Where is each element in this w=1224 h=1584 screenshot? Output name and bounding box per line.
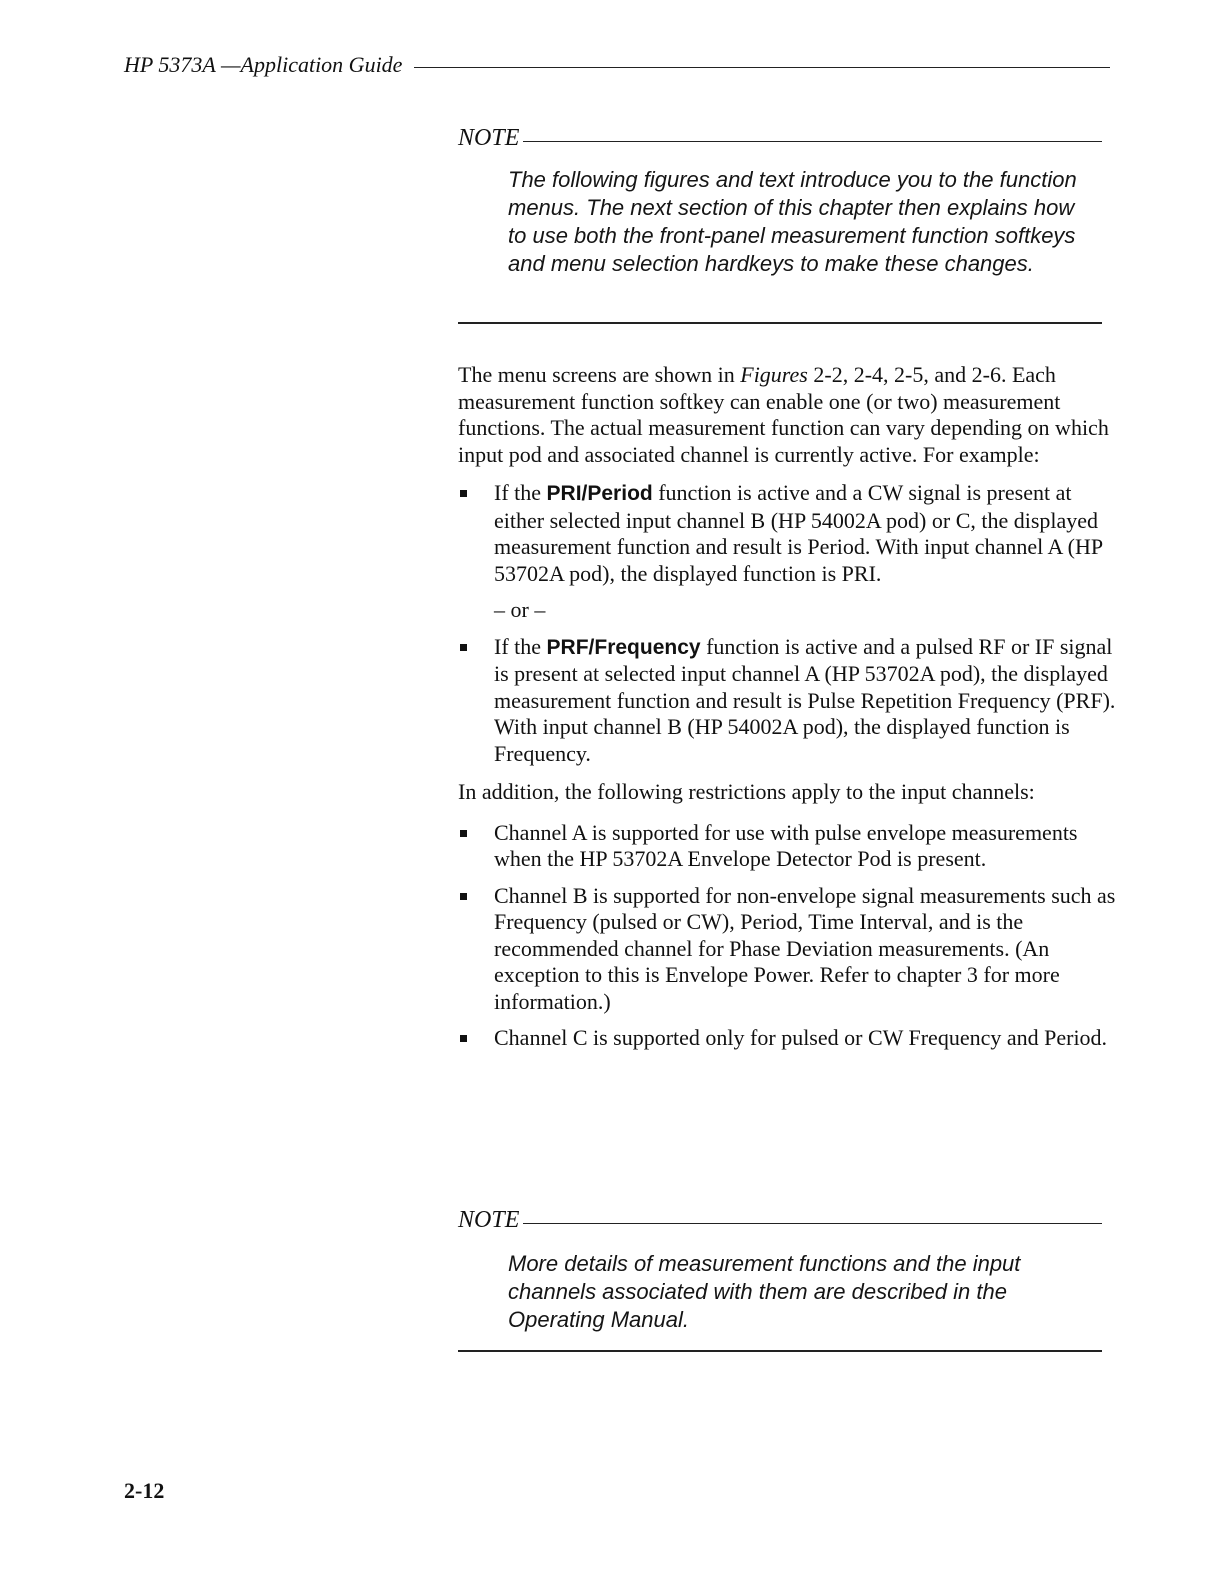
example-list bbox=[458, 480, 1118, 587]
note-heading bbox=[458, 122, 1102, 154]
list-item: Channel C is supported only for pulsed or CW Frequency and Period. bbox=[458, 1025, 1118, 1052]
note-label: NOTE bbox=[458, 124, 520, 151]
note-text: More details of measurement functions and the input channels associated with them are described in the Operating Manual. bbox=[508, 1251, 1021, 1332]
header-rule bbox=[414, 67, 1110, 68]
note-bottom-rule bbox=[458, 322, 1102, 324]
note-heading bbox=[458, 1204, 1102, 1236]
bullet-icon bbox=[460, 830, 467, 837]
note-top-rule bbox=[523, 141, 1102, 142]
body-text bbox=[458, 362, 1118, 1062]
note-box-2 bbox=[458, 1204, 1102, 1360]
bullet-icon bbox=[460, 893, 467, 900]
intro-paragraph: The menu screens are shown in Figures 2-2, 2-4, 2-5, and 2-6. Each measurement function softkey can enable one (or two) measurement functions. The actual measurement function can vary depending on which input pod and associated channel is currently active. For example: bbox=[458, 362, 1109, 467]
channel-list bbox=[458, 820, 1118, 1052]
header-title: HP 5373A —Application Guide bbox=[124, 52, 403, 77]
example-list bbox=[458, 634, 1118, 768]
list-item: If the PRF/Frequency function is active and a pulsed RF or IF signal is present at selected input channel A (HP 53702A pod), the displayed measurement function and result is Pulse Repetition Frequency (PRF). With input channel B (HP 54002A pod), the displayed function is Frequency. bbox=[458, 634, 1118, 768]
restrictions-intro: In addition, the following restrictions apply to the input channels: bbox=[458, 779, 1035, 804]
page-header bbox=[124, 48, 1110, 82]
list-item: Channel A is supported for use with pulse envelope measurements when the HP 53702A Envelope Detector Pod is present. bbox=[458, 820, 1118, 873]
bullet-icon bbox=[460, 490, 467, 497]
figures-word: Figures bbox=[740, 362, 808, 387]
function-term: PRI/Period bbox=[546, 482, 653, 505]
note-bottom-rule bbox=[458, 1350, 1102, 1352]
note-box-1 bbox=[458, 122, 1102, 332]
or-separator: – or – bbox=[494, 597, 546, 622]
page-number: 2-12 bbox=[124, 1478, 165, 1503]
list-item: Channel B is supported for non-envelope signal measurements such as Frequency (pulsed or CW), Period, Time Interval, and is the recommended channel for Phase Deviation measurements. (An exception to this is Envelope Power. Refer to chapter 3 for more information.) bbox=[458, 883, 1118, 1016]
bullet-icon bbox=[460, 1035, 467, 1042]
note-text: The following figures and text introduce you to the function menus. The next section of this chapter then explains how to use both the front-panel measurement function softkeys and menu selection hardkeys to make these changes. bbox=[508, 167, 1077, 276]
bullet-icon bbox=[460, 644, 467, 651]
list-item: If the PRI/Period function is active and a CW signal is present at either selected input channel B (HP 54002A pod) or C, the displayed measurement function and result is Period. With input channel A (HP 53702A pod), the displayed function is PRI. bbox=[458, 480, 1118, 587]
function-term: PRF/Frequency bbox=[546, 635, 701, 659]
note-top-rule bbox=[523, 1223, 1102, 1224]
note-label: NOTE bbox=[458, 1206, 520, 1233]
